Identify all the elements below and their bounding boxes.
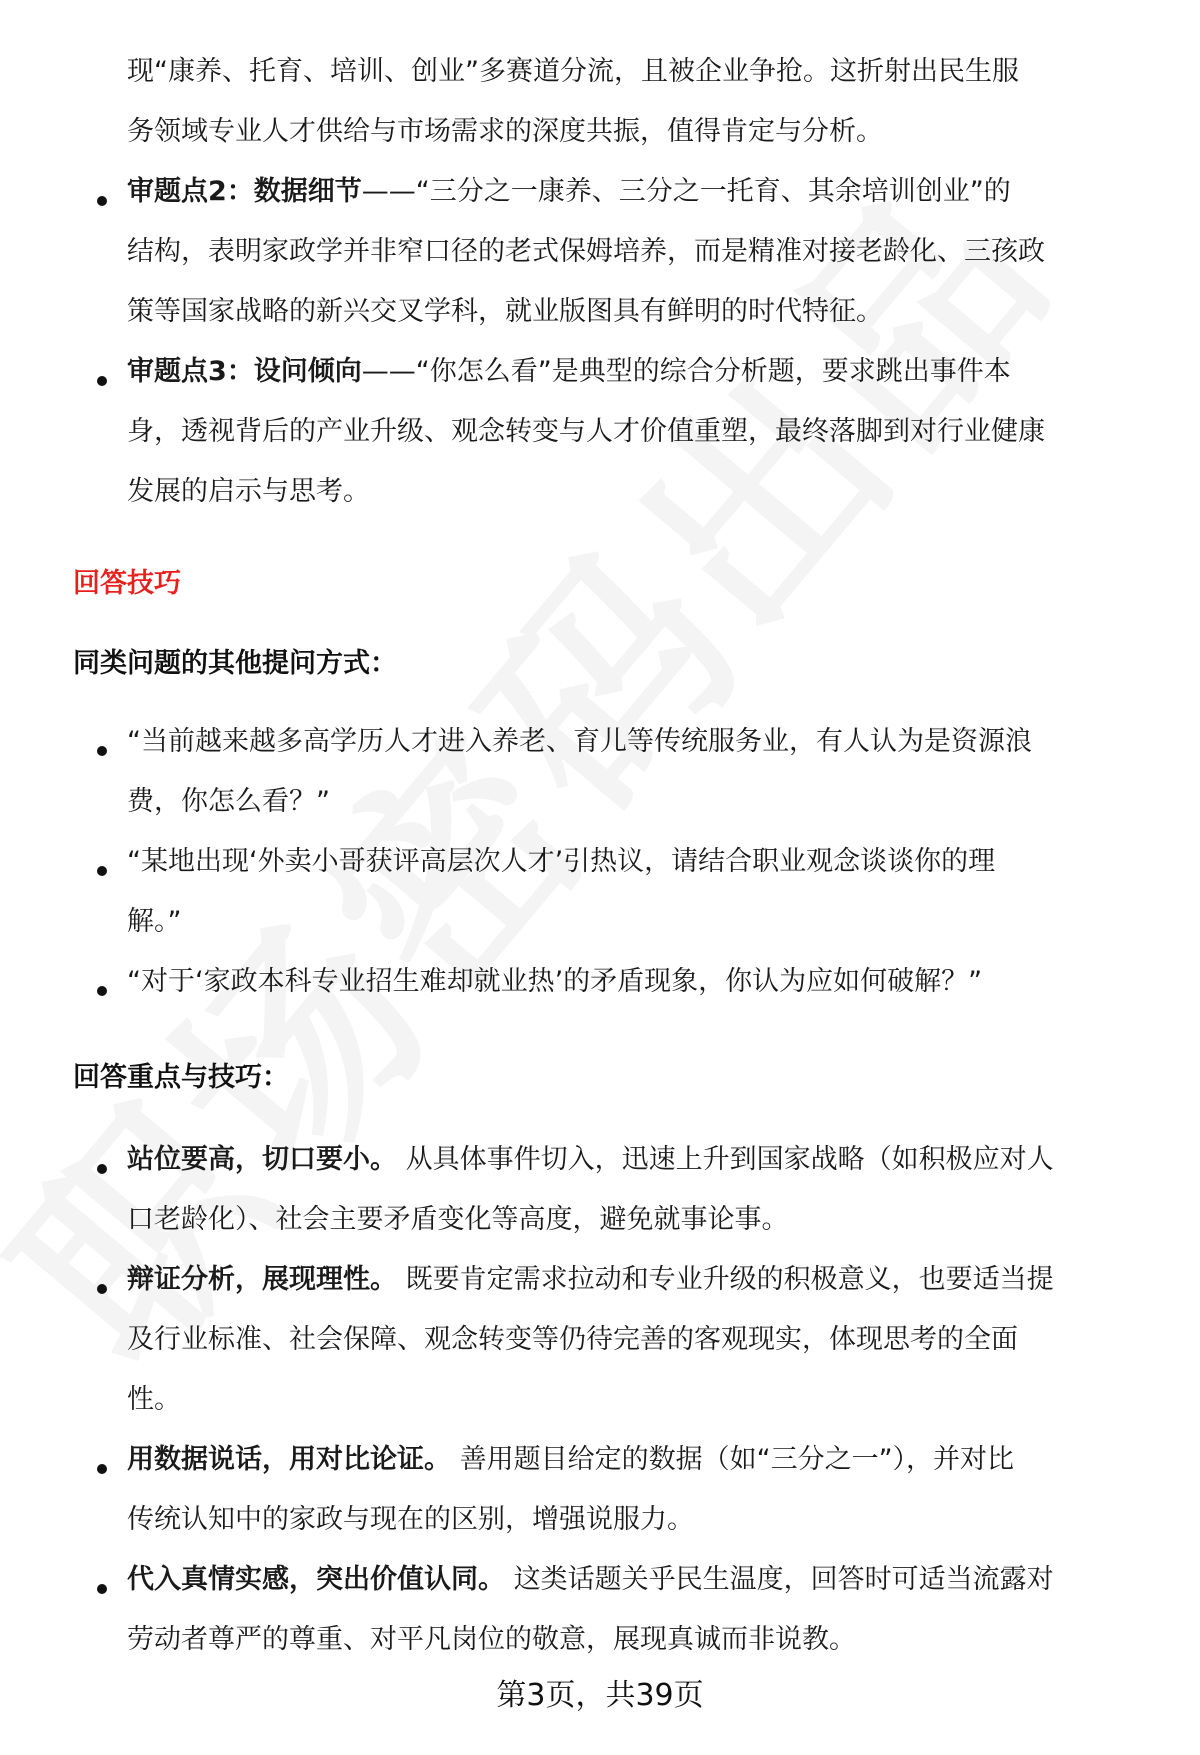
page-number: 第3页，共39页 bbox=[496, 1678, 704, 1713]
bullet-dot bbox=[97, 376, 107, 386]
point-3-label: 审题点3：设问倾向 bbox=[127, 356, 362, 387]
similar-item-2-line-2: 解。” bbox=[127, 906, 182, 937]
tip-1-text-1: 从具体事件切入，迅速上升到国家战略（如积极应对人 bbox=[397, 1144, 1054, 1175]
similar-item-3-line-1: “对于‘家政本科专业招生难却就业热’的矛盾现象，你认为应如何破解？” bbox=[127, 966, 983, 997]
point-2-line-3: 策等国家战略的新兴交叉学科，就业版图具有鲜明的时代特征。 bbox=[127, 296, 883, 327]
bullet-dot bbox=[97, 866, 107, 876]
intro-line-2: 务领域专业人才供给与市场需求的深度共振，值得肯定与分析。 bbox=[127, 116, 883, 147]
point-2-line-2: 结构，表明家政学并非窄口径的老式保姆培养，而是精准对接老龄化、三孩政 bbox=[127, 236, 1045, 267]
tip-1-line-2: 口老龄化）、社会主要矛盾变化等高度，避免就事论事。 bbox=[127, 1204, 789, 1235]
tip-2-text-1: 既要肯定需求拉动和专业升级的积极意义，也要适当提 bbox=[397, 1264, 1054, 1295]
tip-3-text-1: 善用题目给定的数据（如“三分之一”），并对比 bbox=[451, 1444, 1015, 1475]
tips-title: 回答重点与技巧： bbox=[73, 1062, 289, 1093]
tip-4-label: 代入真情实感，突出价值认同。 bbox=[127, 1564, 505, 1595]
tip-1-label: 站位要高，切口要小。 bbox=[127, 1144, 397, 1175]
similar-item-1-line-2: 费，你怎么看？” bbox=[127, 786, 330, 817]
tip-2-line-3: 性。 bbox=[127, 1384, 181, 1415]
bullet-dot bbox=[97, 1284, 107, 1294]
bullet-dot bbox=[97, 1164, 107, 1174]
point-2-label: 审题点2：数据细节 bbox=[127, 176, 362, 207]
tip-1-line-1 bbox=[127, 1140, 1054, 1180]
tip-3-line-1 bbox=[127, 1440, 1014, 1480]
bullet-dot bbox=[97, 1584, 107, 1594]
section-title: 回答技巧 bbox=[73, 568, 181, 599]
point-3-text-1: ——“你怎么看”是典型的综合分析题，要求跳出事件本 bbox=[361, 356, 1011, 387]
tip-2-line-1 bbox=[127, 1260, 1054, 1300]
tip-3-label: 用数据说话，用对比论证。 bbox=[127, 1444, 451, 1475]
point-3-line-2: 身，透视背后的产业升级、观念转变与人才价值重塑，最终落脚到对行业健康 bbox=[127, 416, 1045, 447]
similar-item-2-line-1: “某地出现‘外卖小哥获评高层次人才’引热议，请结合职业观念谈谈你的理 bbox=[127, 846, 996, 877]
bullet-dot bbox=[97, 196, 107, 206]
point-3-line-3: 发展的启示与思考。 bbox=[127, 476, 370, 507]
similar-item-1-line-1: “当前越来越多高学历人才进入养老、育儿等传统服务业，有人认为是资源浪 bbox=[127, 726, 1032, 757]
bullet-dot bbox=[97, 986, 107, 996]
tip-4-line-2: 劳动者尊严的尊重、对平凡岗位的敬意，展现真诚而非说教。 bbox=[127, 1624, 856, 1655]
tip-3-line-2: 传统认知中的家政与现在的区别，增强说服力。 bbox=[127, 1504, 694, 1535]
tip-4-line-1 bbox=[127, 1560, 1054, 1600]
point-2-text-1: ——“三分之一康养、三分之一托育、其余培训创业”的 bbox=[361, 176, 1011, 207]
tip-2-label: 辩证分析，展现理性。 bbox=[127, 1264, 397, 1295]
intro-line-1: 现“康养、托育、培训、创业”多赛道分流，且被企业争抢。这折射出民生服 bbox=[127, 56, 1019, 87]
point-3-line-1 bbox=[127, 352, 1011, 392]
tip-4-text-1: 这类话题关乎民生温度，回答时可适当流露对 bbox=[505, 1564, 1054, 1595]
tip-2-line-2: 及行业标准、社会保障、观念转变等仍待完善的客观现实，体现思考的全面 bbox=[127, 1324, 1018, 1355]
point-2-line-1 bbox=[127, 172, 1011, 212]
bullet-dot bbox=[97, 1464, 107, 1474]
similar-questions-title: 同类问题的其他提问方式： bbox=[73, 648, 397, 679]
bullet-dot bbox=[97, 746, 107, 756]
